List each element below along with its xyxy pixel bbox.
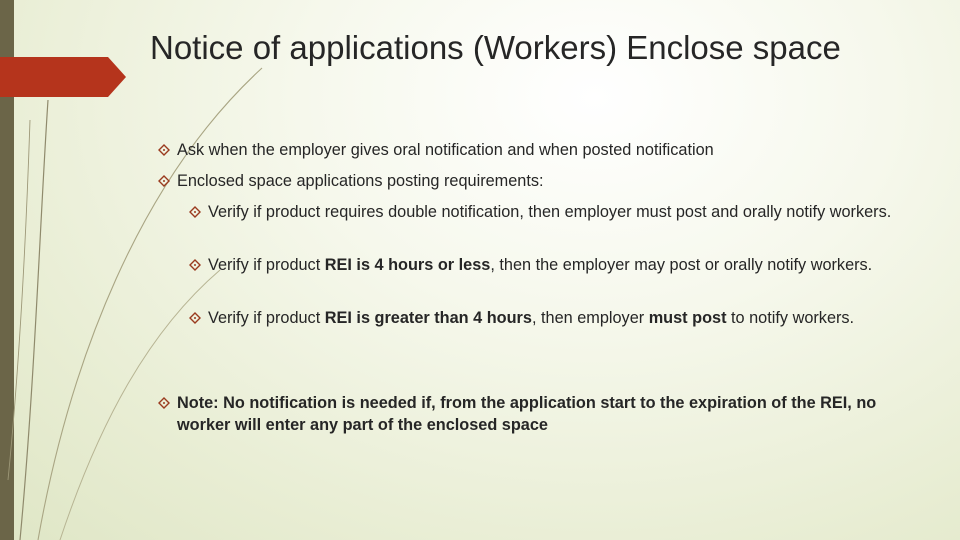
- slide-title: Notice of applications (Workers) Enclose space: [150, 29, 841, 66]
- bullet-text: Enclosed space applications posting requirements:: [177, 172, 544, 190]
- bullet-text-mid: , then employer: [531, 309, 649, 327]
- note-text: Note: No notification is needed if, from the application start to the expiration of the REI, no worker will enter any part of the enclosed space: [177, 394, 877, 434]
- bullet-text-bold: REI is 4 hours or less: [324, 256, 491, 274]
- diamond-outline-icon: [158, 144, 170, 156]
- diamond-outline-icon: [158, 175, 170, 187]
- title-accent-tab: [0, 57, 126, 97]
- bullet-item: [177, 170, 907, 192]
- sub-bullet-item: [208, 201, 898, 223]
- diamond-outline-icon: [189, 206, 201, 218]
- bullet-text: Ask when the employer gives oral notification and when posted notification: [177, 141, 714, 159]
- bullet-text: Verify if product requires double notification, then employer must post and orally notify workers.: [208, 203, 892, 221]
- diamond-outline-icon: [158, 397, 170, 409]
- diamond-outline-icon: [189, 259, 201, 271]
- bullet-text-post: , then the employer may post or orally notify workers.: [490, 256, 873, 274]
- note-bullet-item: [177, 392, 907, 436]
- bullet-text-bold-2: must post: [648, 309, 727, 327]
- bullet-text-post: to notify workers.: [726, 309, 855, 327]
- bullet-text-pre: Verify if product: [208, 256, 325, 274]
- diamond-outline-icon: [189, 312, 201, 324]
- sub-bullet-item: [208, 307, 898, 329]
- bullet-text-pre: Verify if product: [208, 309, 325, 327]
- bullet-item: [177, 139, 907, 161]
- bullet-text-bold: REI is greater than 4 hours: [324, 309, 532, 327]
- sub-bullet-item: [208, 254, 898, 276]
